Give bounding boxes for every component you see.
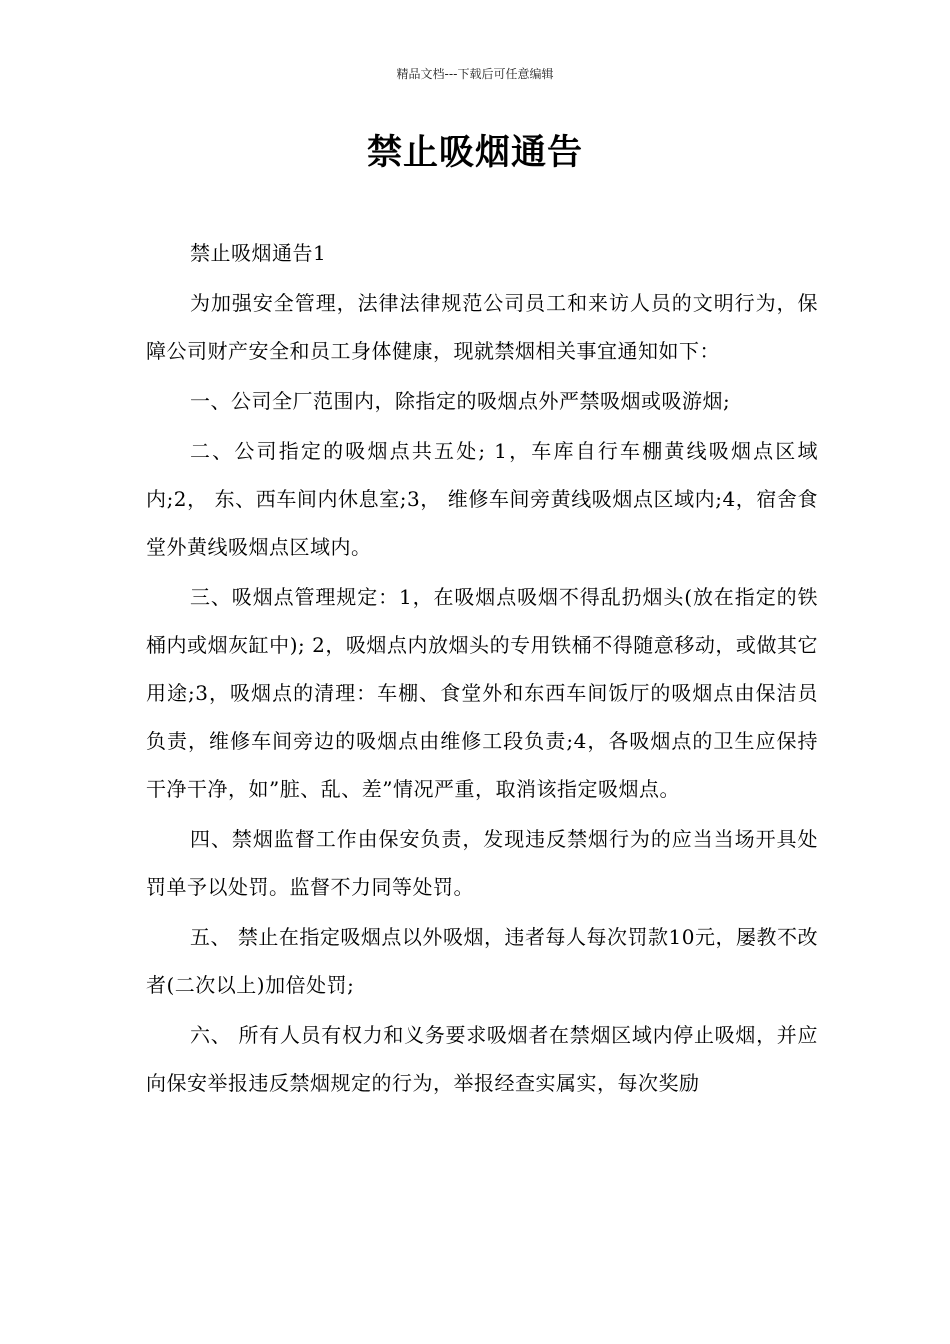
paragraph-rule-4: 四、禁烟监督工作由保安负责，发现违反禁烟行为的应当当场开具处罚单予以处罚。监督不力同等处罚。: [146, 827, 818, 899]
paragraph-rule-2: 二、公司指定的吸烟点共五处; 1，车库自行车棚黄线吸烟点区域内;2， 东、西车间内休息室;3， 维修车间旁黄线吸烟点区域内;4，宿舍食堂外黄线吸烟点区域内。: [146, 439, 818, 559]
document-title: 禁止吸烟通告: [366, 133, 583, 173]
header-note: 精品文档---下载后可任意编辑: [396, 67, 554, 81]
paragraph-subtitle: 禁止吸烟通告1: [190, 241, 327, 265]
paragraph-rule-6: 六、 所有人员有权力和义务要求吸烟者在禁烟区域内停止吸烟，并应向保安举报违反禁烟规定的行为，举报经查实属实，每次奖励: [146, 1023, 818, 1095]
document-body: [146, 229, 818, 1109]
paragraph-rule-1: 一、公司全厂范围内，除指定的吸烟点外严禁吸烟或吸游烟;: [190, 389, 731, 413]
paragraph-intro: 为加强安全管理，法律法律规范公司员工和来访人员的文明行为，保障公司财产安全和员工身体健康，现就禁烟相关事宜通知如下：: [146, 291, 818, 363]
paragraph-rule-3: 三、吸烟点管理规定：1，在吸烟点吸烟不得乱扔烟头(放在指定的铁桶内或烟灰缸中); 2，吸烟点内放烟头的专用铁桶不得随意移动，或做其它用途;3，吸烟点的清理：车棚、食堂外和东西车间饭厅的吸烟点由保洁员负责，维修车间旁边的吸烟点由维修工段负责;4，各吸烟点的卫生应保持干净干净，如”脏、乱、差”情况严重，取消该指定吸烟点。: [146, 585, 818, 801]
paragraph-rule-5: 五、 禁止在指定吸烟点以外吸烟，违者每人每次罚款10元，屡教不改者(二次以上)加倍处罚;: [146, 925, 818, 997]
